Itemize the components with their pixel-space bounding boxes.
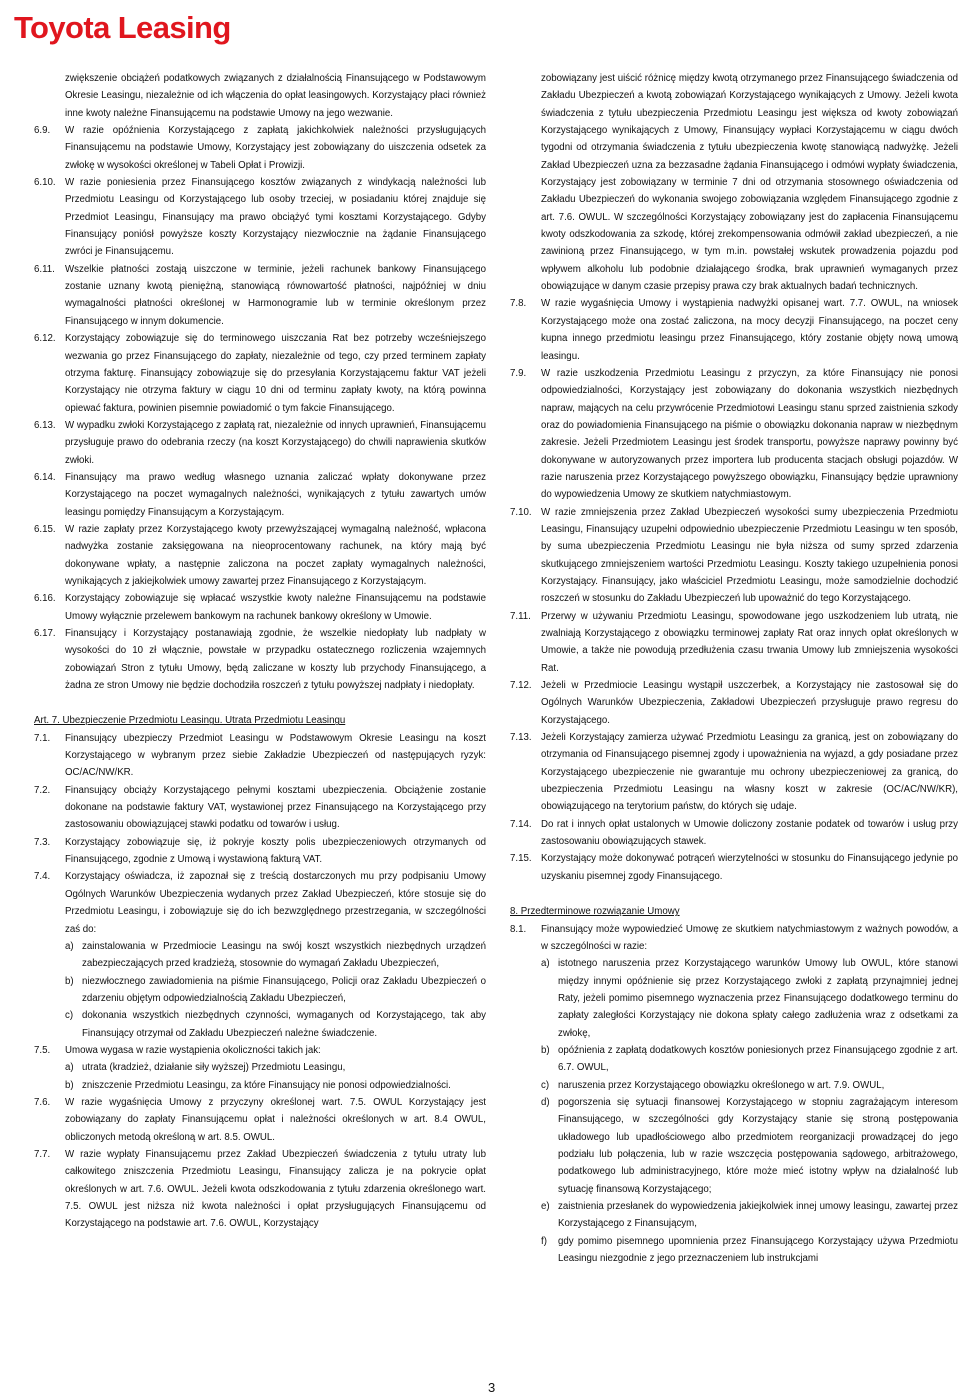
paragraph-number: 7.2.: [34, 784, 51, 796]
paragraph-text: Korzystający zobowiązuje się wpłacać wszystkie kwoty należne Finansującemu na podstawie Umowy wyłącznie przelewem bankowym na rachunek bankowy określony w Umowie.: [65, 593, 486, 622]
list-item-letter: e): [541, 1201, 550, 1212]
paragraph-text: W razie uszkodzenia Przedmiotu Leasingu z przyczyn, za które Finansujący nie ponosi odpowiedzialności, Korzystający jest zobowiązany do dokonania wszystkich niezbędnych napraw, mających na celu przywrócenie Przedmiotowi Leasingu stanu sprzed zaistnienia szkody oraz do powiadomienia Finansującego na piśmie o obowiązku dokonania napraw w niezbędnym zakresie. Jeżeli Przedmiotem Leasingu jest środek transportu, powyższe naprawy powinny być dokonywane w autoryzowanych przez importera lub producenta stacjach obsługi pojazdów. W razie naruszenia przez Korzystającego powyższego obowiązku, Finansujący będzie uprawniony do wypowiedzenia Umowy ze skutkiem natychmiastowym.: [541, 367, 958, 501]
list-item-letter: a): [65, 940, 74, 952]
numbered-paragraph: [34, 1094, 486, 1146]
paragraph-text: W razie wygaśnięcia Umowy i wystąpienia nadwyżki opisanej wart. 7.7. OWUL, na wniosek Korzystającego może ona zostać zaliczona, na mocy decyzji Finansującego, na poczet ceny kupna innego przedmiotu leasingu przez Finansującego, który zostanie objęty nową umową leasingu.: [541, 298, 958, 362]
paragraph-text: Do rat i innych opłat ustalonych w Umowie doliczony zostanie podatek od towarów i usług przy zastosowaniu obowiązujących stawek.: [541, 818, 958, 848]
section-heading: Art. 7. Ubezpieczenie Przedmiotu Leasingu. Utrata Przedmiotu Leasingu: [34, 715, 346, 727]
numbered-paragraph: [34, 469, 486, 521]
numbered-paragraph: [34, 174, 486, 261]
list-item: [34, 1059, 486, 1076]
list-item-letter: c): [541, 1079, 550, 1091]
list-item: [34, 1007, 486, 1042]
paragraph-text: W razie poniesienia przez Finansującego kosztów związanych z windykacją należności lub Przedmiotu Leasingu od Korzystającego lub osoby trzeciej, w posiadaniu której znajduje się Przedmiot Leasingu, Finansujący ma prawo obciążyć tymi kosztami Korzystającego. Gdyby Finansujący poniósł powyższe koszty Korzystający niezwłocznie na żądanie Finansującego zwróci je Finansującemu.: [65, 177, 486, 258]
numbered-paragraph: [510, 921, 958, 956]
paragraph-number: 7.8.: [510, 298, 527, 310]
numbered-paragraph: [510, 816, 958, 851]
numbered-paragraph: [510, 729, 958, 816]
list-item-text: niezwłocznego zawiadomienia na piśmie Finansującego, Policji oraz Zakładu Ubezpieczeń o zdarzeniu objętym odpowiedzialnością Zakładu Ubezpieczeń,: [82, 975, 486, 1004]
paragraph-number: 6.11.: [34, 263, 55, 275]
paragraph-number: 7.9.: [510, 367, 527, 379]
numbered-paragraph: [34, 868, 486, 937]
paragraph-text: Finansujący i Korzystający postanawiają zgodnie, że wszelkie niedopłaty lub nadpłaty w wysokości do 10 zł włącznie, powstałe w przypadku ostatecznego rozliczenia wzajemnych zobowiązań Stron z tytułu Umowy, będą zaliczane w koszty lub przychody Finansującego, a żadna ze stron Umowy nie będzie dochodziła roszczeń z tytułu powyższej nadpłaty i niedopłaty.: [65, 628, 486, 692]
list-item-text: opóźnienia z zapłatą dodatkowych kosztów poniesionych przez Finansującego zgodnie z art. 6.7. OWUL,: [558, 1044, 958, 1074]
list-item: [510, 1094, 958, 1198]
list-item: [34, 938, 486, 973]
list-item-text: naruszenia przez Korzystającego obowiązku określonego w art. 7.9. OWUL,: [558, 1079, 885, 1091]
numbered-paragraph: [34, 1146, 486, 1233]
paragraph-text: Umowa wygasa w razie wystąpienia okoliczności takich jak:: [65, 1044, 321, 1056]
paragraph-number: 7.5.: [34, 1044, 51, 1056]
list-item-letter: a): [65, 1062, 74, 1074]
paragraph-number: 7.11.: [510, 610, 531, 622]
numbered-paragraph: [34, 1042, 486, 1059]
list-item-text: dokonania wszystkich niezbędnych czynności, wymaganych od Korzystającego, tak aby Finansujący otrzymał od Zakładu Ubezpieczeń należne świadczenie.: [82, 1010, 486, 1039]
paragraph-text: Wszelkie płatności zostają uiszczone w terminie, jeżeli rachunek bankowy Finansującego zostanie uznany kwotą pieniężną, stanowiącą równowartość płatności, najpóźniej w dniu wymagalności płatności określonej w Harmonogramie lub w terminie określonym przez Finansującego w innym dokumencie.: [65, 263, 486, 327]
numbered-paragraph: [34, 590, 486, 625]
paragraph-text: Korzystający może dokonywać potrąceń wierzytelności w stosunku do Finansującego jedynie po uzyskaniu pisemnej zgody Finansującego.: [541, 853, 958, 882]
list-item-text: pogorszenia się sytuacji finansowej Korzystającego w stopniu zagrażającym interesom Finansującego, w szczególności gdy Korzystający stanie się stroną postępowania układowego lub upadłościowego albo przedmiotem reorganizacji prowadzącej do jego podziału lub połączenia, lub w razie wszczęcia postępowania sądowego, arbitrażowego, podatkowego lub administracyjnego, które może mieć istotny wpływ na działalność lub sytuację finansową Korzystającego;: [558, 1096, 958, 1195]
list-item: [510, 1233, 958, 1268]
paragraph-number: 6.17.: [34, 628, 56, 639]
list-item-letter: c): [65, 1010, 74, 1022]
list-item-text: zainstalowania w Przedmiocie Leasingu na swój koszt wszystkich niezbędnych urządzeń zabezpieczających przed kradzieżą, stosownie do wymagań Zakładu Ubezpieczeń,: [82, 940, 486, 970]
paragraph-text: Jeżeli Korzystający zamierza używać Przedmiotu Leasingu za granicą, jest on zobowiązany do otrzymania od Finansującego pisemnej zgody i upoważnienia na wyjazd, a gdy posiadane przez Korzystającego ubezpieczenie nie gwarantuje mu ochrony ubezpieczeniowej za granicą, do ubezpieczenia Przedmiotu Leasingu na własny koszt w zakresie (OC/AC/NW/KR), obowiązującego na terytorium państw, do których się udaje.: [541, 732, 958, 813]
paragraph-text: Korzystający zobowiązuje się, iż pokryje koszty polis ubezpieczeniowych otrzymanych od Finansującego, zgodnie z Umową i wystawioną fakturą VAT.: [65, 836, 486, 866]
list-item: [34, 1077, 486, 1094]
list-item-text: zniszczenie Przedmiotu Leasingu, za które Finansujący nie ponosi odpowiedzialności.: [82, 1079, 451, 1091]
numbered-paragraph: [34, 730, 486, 782]
paragraph-text: W razie zmniejszenia przez Zakład Ubezpieczeń wysokości sumy ubezpieczenia Przedmiotu Leasingu, Finansujący uzupełni odpowiednio ubezpieczenie Przedmiotu Leasingu w ten sposób, by suma ubezpieczenia Przedmiotu Leasingu nie była niższa od sumy sprzed zdarzenia skutkującego zmniejszeniem wartości Przedmiotu Leasingu. Koszty takiego uzupełnienia ponosi Korzystający. Finansujący, jako właściciel Przedmiotu Leasingu, może samodzielnie dochodzić roszczeń w stosunku do Zakładu Ubezpieczeń lub upoważnić do tego Korzystającego.: [541, 506, 958, 605]
paragraph-number: 7.14.: [510, 818, 532, 830]
list-item: [510, 1042, 958, 1077]
numbered-paragraph: [34, 261, 486, 330]
numbered-paragraph: [510, 504, 958, 608]
paragraph-text: W wypadku zwłoki Korzystającego z zapłatą rat, niezależnie od innych uprawnień, Finansującemu przysługuje prawo do odebrania rzeczy (na koszt Korzystającego) do chwili naprawienia skutków zwłoki.: [65, 419, 486, 466]
paragraph-text: W razie wypłaty Finansującemu przez Zakład Ubezpieczeń świadczenia z tytułu utraty lub całkowitego zniszczenia Przedmiotu Leasingu, Finansujący zalicza je na pokrycie opłat określonych w art. 7.6. OWUL. Jeżeli kwota odszkodowania z tytułu zdarzenia określonego wart. 7.5. OWUL jest niższa niż kwota należności i opłat przysługujących Finansującemu od Korzystającego na podstawie art. 7.6. OWUL, Korzystający: [65, 1148, 486, 1230]
paragraph-number: 6.14.: [34, 471, 56, 483]
section-heading: 8. Przedterminowe rozwiązanie Umowy: [510, 906, 680, 918]
list-item-letter: b): [541, 1044, 550, 1056]
paragraph-number: 7.4.: [34, 871, 51, 883]
list-item-letter: b): [65, 975, 74, 987]
paragraph-number: 6.16.: [34, 593, 56, 605]
list-item: [510, 1077, 958, 1094]
paragraph-number: 7.13.: [510, 732, 532, 744]
paragraph-number: 7.1.: [34, 732, 51, 744]
numbered-paragraph: [510, 677, 958, 729]
paragraph-text: Jeżeli w Przedmiocie Leasingu wystąpił uszczerbek, a Korzystający nie zastosował się do Ogólnych Warunków Ubezpieczenia, Zakładowi Ubezpieczeń przysługuje prawo regresu do Korzystającego.: [541, 680, 958, 726]
spacer: [510, 885, 958, 903]
list-item-text: zaistnienia przesłanek do wypowiedzenia jakiejkolwiek innej umowy leasingu, zawartej przez Korzystającego z Finansującym,: [558, 1201, 958, 1230]
list-item: [510, 955, 958, 1042]
list-item: [510, 1198, 958, 1233]
paragraph-text: W razie wygaśnięcia Umowy z przyczyny określonej wart. 7.5. OWUL Korzystający jest zobowiązany do zapłaty Finansującemu opłat i należności określonych w art. 8.4 OWUL, obliczonych metodą określoną w art. 8.5. OWUL.: [65, 1096, 486, 1143]
paragraph-number: 6.9.: [34, 125, 51, 137]
paragraph-text: Finansujący ma prawo według własnego uznania zaliczać wpłaty dokonywane przez Korzystającego na poczet wymagalnych należności, wynikających z tytułu zawartych umów leasingu pomiędzy Finansującym a Korzystającym.: [65, 471, 486, 518]
toyota-leasing-logo: Toyota Leasing: [14, 10, 231, 45]
paragraph-number: 7.6.: [34, 1096, 51, 1108]
numbered-paragraph: [510, 295, 958, 364]
paragraph-text: Korzystający zobowiązuje się do terminowego uiszczania Rat bez potrzeby wcześniejszego wezwania go przez Finansującego do zapłaty, niezależnie od tego, czy przed terminem zapłaty otrzyma fakturę. Finansujący zobowiązuje się do przesyłania Korzystającemu faktur VAT jeżeli Korzystający nie otrzyma faktury w ciągu 10 dni od terminu zapłaty kwoty, na którą powinna opiewać faktura, powinien pisemnie powiadomić o tym fakcie Finansującego.: [65, 333, 486, 414]
numbered-paragraph: [34, 521, 486, 590]
numbered-paragraph: [34, 834, 486, 869]
paragraph-number: 6.13.: [34, 419, 56, 431]
continued-paragraph: zwiększenie obciążeń podatkowych związanych z działalnością Finansującego w Podstawowym Okresie Leasingu, niezależnie od ich włączenia do opłat leasingowych. Korzystający płaci również inne kwoty należne Finansującemu na podstawie Umowy na jego wezwanie.: [65, 73, 486, 119]
numbered-paragraph: [34, 417, 486, 469]
numbered-paragraph: [34, 625, 486, 694]
numbered-paragraph: [34, 122, 486, 174]
page-number: 3: [488, 1380, 496, 1395]
numbered-paragraph: [34, 782, 486, 834]
paragraph-text: W razie opóźnienia Korzystającego z zapłatą jakichkolwiek należności przysługujących Finansującemu na podstawie Umowy, Korzystający jest zobowiązany do uiszczenia odsetek za zwłokę w wysokości określonej w Tabeli Opłat i Prowizji.: [65, 125, 486, 171]
numbered-paragraph: [510, 608, 958, 677]
left-column: [34, 70, 486, 1233]
numbered-paragraph: [34, 330, 486, 417]
right-column: [510, 70, 958, 1267]
spacer: [34, 694, 486, 712]
paragraph-text: Finansujący ubezpieczy Przedmiot Leasingu w Podstawowym Okresie Leasingu na koszt Korzystającego w wybranym przez siebie Zakładzie Ubezpieczeń od następujących ryzyk: OC/AC/NW/KR.: [65, 732, 486, 779]
numbered-paragraph: [510, 850, 958, 885]
paragraph-number: 6.15.: [34, 523, 56, 535]
list-item-letter: f): [541, 1235, 547, 1247]
list-item: [34, 973, 486, 1008]
list-item-letter: b): [65, 1079, 74, 1091]
paragraph-text: Finansujący może wypowiedzieć Umowę ze skutkiem natychmiastowym z ważnych powodów, a w szczególności w razie:: [541, 923, 958, 952]
paragraph-text: Finansujący obciąży Korzystającego pełnymi kosztami ubezpieczenia. Obciążenie zostanie dokonane na podstawie faktury VAT, wystawionej przez Finansującego na Korzystającego przy zastosowaniu obowiązującej stawki podatku od towarów i usług.: [65, 784, 486, 831]
paragraph-number: 6.10.: [34, 177, 56, 189]
paragraph-text: Korzystający oświadcza, iż zapoznał się z treścią dostarczonych mu przy podpisaniu Umowy Ogólnych Warunków Ubezpieczenia wydanych przez Zakład Ubezpieczeń, które stosuje się do Przedmiotu Leasingu, i zobowiązuje się do ich bezwzględnego przestrzegania, w szczególności zaś do:: [65, 871, 486, 935]
paragraph-text: Przerwy w używaniu Przedmiotu Leasingu, spowodowane jego uszkodzeniem lub utratą, nie zwalniają Korzystającego z obowiązku terminowej zapłaty Rat oraz innych opłat określonych w Umowie, a także nie powodują przedłużenia czasu trwania Umowy lub zmniejszenia wysokości Rat.: [541, 610, 958, 674]
paragraph-number: 7.7.: [34, 1148, 51, 1160]
list-item-text: utrata (kradzież, działanie siły wyższej) Przedmiotu Leasingu,: [82, 1062, 346, 1074]
paragraph-number: 7.12.: [510, 680, 532, 692]
paragraph-number: 6.12.: [34, 333, 56, 345]
list-item-text: gdy pomimo pisemnego upomnienia przez Finansującego Korzystający używa Przedmiotu Leasingu niezgodnie z jego przeznaczeniem lub instrukcjami: [558, 1235, 958, 1265]
list-item-text: istotnego naruszenia przez Korzystającego warunków Umowy lub OWUL, które stanowi między innymi opóźnienie się przez Korzystającego zwłoki z zapłatą przynajmniej jednej Raty, jeżeli pomimo pisemnego wyznaczenia przez Finansującego dodatkowego terminu do zapłaty zaległości Korzystający nie dokona spłaty całego zadłużenia wraz z odsetkami za zwłokę,: [558, 958, 958, 1039]
list-item-letter: a): [541, 958, 550, 970]
numbered-paragraph: [510, 365, 958, 504]
list-item-letter: d): [541, 1096, 550, 1108]
paragraph-number: 8.1.: [510, 923, 527, 935]
paragraph-number: 7.3.: [34, 836, 51, 848]
paragraph-number: 7.15.: [510, 853, 532, 865]
paragraph-number: 7.10.: [510, 506, 532, 518]
continued-paragraph: zobowiązany jest uiścić różnicę między kwotą otrzymanego przez Finansującego świadczenia od Zakładu Ubezpieczeń a kwotą zobowiązań Korzystającego wynikających z Umowy. Jeżeli kwota świadczenia z tytułu ubezpieczenia Przedmiotu Leasingu jest większa od kwoty zobowiązań Korzystającego wynikających z Umowy, Finansujący wypłaci Korzystającemu w ciągu dwóch tygodni od otrzymania świadczenia z tytułu ubezpieczenia kwotę stanowiącą nadwyżkę. Jeżeli Zakład Ubezpieczeń uzna za bezzasadne żądania Finansującego i odmówi wypłaty świadczenia, Korzystający jest zobowiązany w terminie 7 dni od otrzymania stosownego oświadczenia od Zakładu Ubezpieczeń do wykonania swojego zobowiązania względem Finansującego zgodnie z art. 7.6. OWUL. W szczególności Korzystający zobowiązany jest do zapłacenia Finansującemu kwoty odszkodowania za szkodę, której zrekompensowania odmówił zakład ubezpieczeń, a nie zawinioną przez Finansującego, w tym m.in. powstałej wskutek prowadzenia pojazdu pod wpływem alkoholu lub podobnie działającego środka, brak uprawnień wymaganych przez obowiązujące w danym czasie przepisy prawa czy brak aktualnych badań technicznych.: [541, 73, 958, 293]
paragraph-text: W razie zapłaty przez Korzystającego kwoty przewyższającej wymagalną należność, wpłacona nadwyżka zostanie zaksięgowana na nieoprocentowany rachunek, na który mają być dokonywane wpłaty, a następnie zaliczona na poczet zapłaty wymagalnych należności, wynikających z jakiejkolwiek umowy zawartej przez Finansującego z Korzystającym.: [65, 523, 486, 587]
